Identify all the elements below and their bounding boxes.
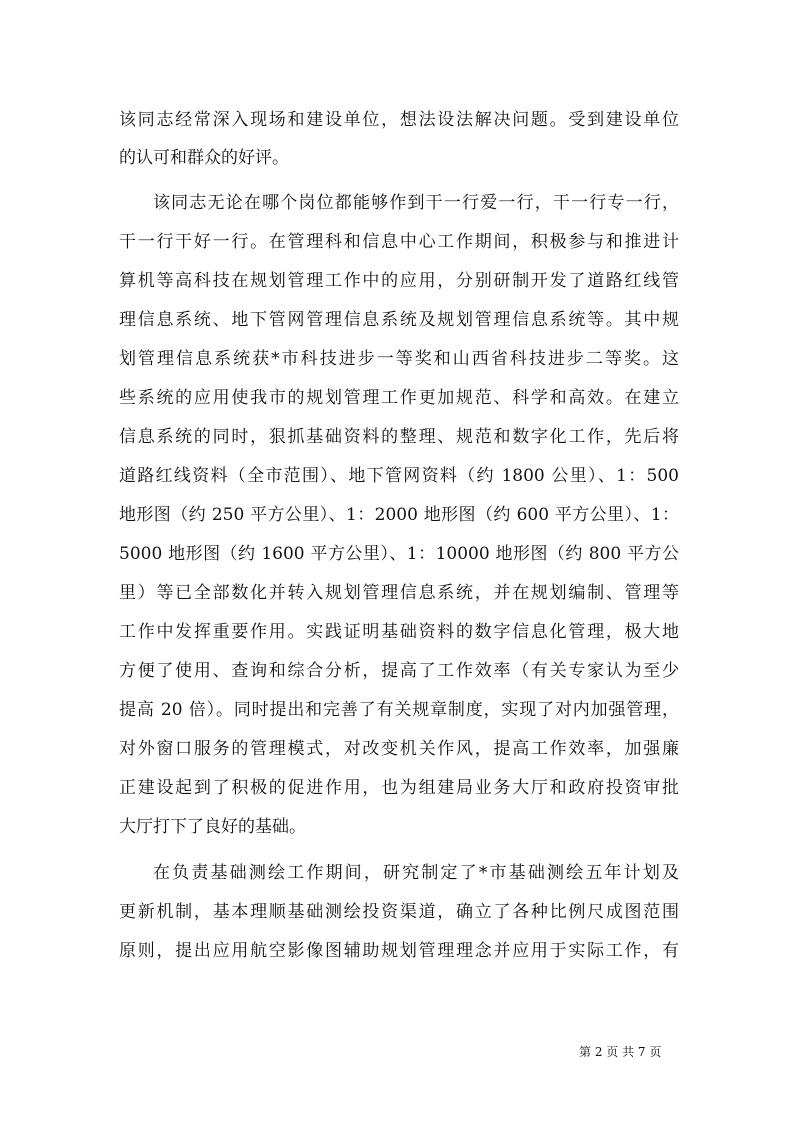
paragraph-line: 该同志经常深入现场和建设单位，想法设法解决问题。受到建设单位 [119, 110, 679, 130]
paragraph-line: 地形图（约 250 平方公里）、1：2000 地形图（约 600 平方公里）、1： [119, 505, 679, 525]
paragraph-line: 工作中发挥重要作用。实践证明基础资料的数字信息化管理，极大地 [119, 622, 679, 642]
paragraph-line: 方便了使用、查询和综合分析，提高了工作效率（有关专家认为至少 [119, 661, 679, 681]
paragraph-line: 在负责基础测绘工作期间，研究制定了*市基础测绘五年计划及 [153, 863, 679, 883]
paragraph-line: 信息系统的同时，狠抓基础资料的整理、规范和数字化工作，先后将 [119, 427, 679, 447]
page-number: 第 2 页 共 7 页 [579, 1045, 662, 1059]
paragraph-line: 里）等已全部数化并转入规划管理信息系统，并在规划编制、管理等 [119, 583, 679, 603]
paragraph-line: 些系统的应用使我市的规划管理工作更加规范、科学和高效。在建立 [119, 388, 679, 408]
paragraph-line: 算机等高科技在规划管理工作中的应用，分别研制开发了道路红线管 [119, 271, 679, 291]
paragraph-line: 5000 地形图（约 1600 平方公里）、1：10000 地形图（约 800 平方公 [119, 544, 679, 564]
paragraph-line: 提高 20 倍）。同时提出和完善了有关规章制度，实现了对内加强管理， [119, 700, 679, 720]
paragraph-line: 道路红线资料（全市范围）、地下管网资料（约 1800 公里）、1：500 [119, 466, 679, 486]
paragraph-line: 的认可和群众的好评。 [119, 148, 289, 168]
paragraph-line: 正建设起到了积极的促进作用，也为组建局业务大厅和政府投资审批 [119, 778, 679, 798]
paragraph-line: 大厅打下了良好的基础。 [119, 817, 306, 837]
paragraph-line: 对外窗口服务的管理模式，对改变机关作风，提高工作效率，加强廉 [119, 739, 679, 759]
paragraph-line: 原则，提出应用航空影像图辅助规划管理理念并应用于实际工作，有 [119, 941, 679, 961]
paragraph-line: 该同志无论在哪个岗位都能够作到干一行爱一行，干一行专一行， [153, 193, 679, 213]
paragraph-line: 干一行干好一行。在管理科和信息中心工作期间，积极参与和推进计 [119, 232, 679, 252]
paragraph-line: 更新机制，基本理顺基础测绘投资渠道，确立了各种比例尺成图范围 [119, 902, 679, 922]
paragraph-line: 理信息系统、地下管网管理信息系统及规划管理信息系统等。其中规 [119, 310, 679, 330]
paragraph-line: 划管理信息系统获*市科技进步一等奖和山西省科技进步二等奖。这 [119, 349, 679, 369]
